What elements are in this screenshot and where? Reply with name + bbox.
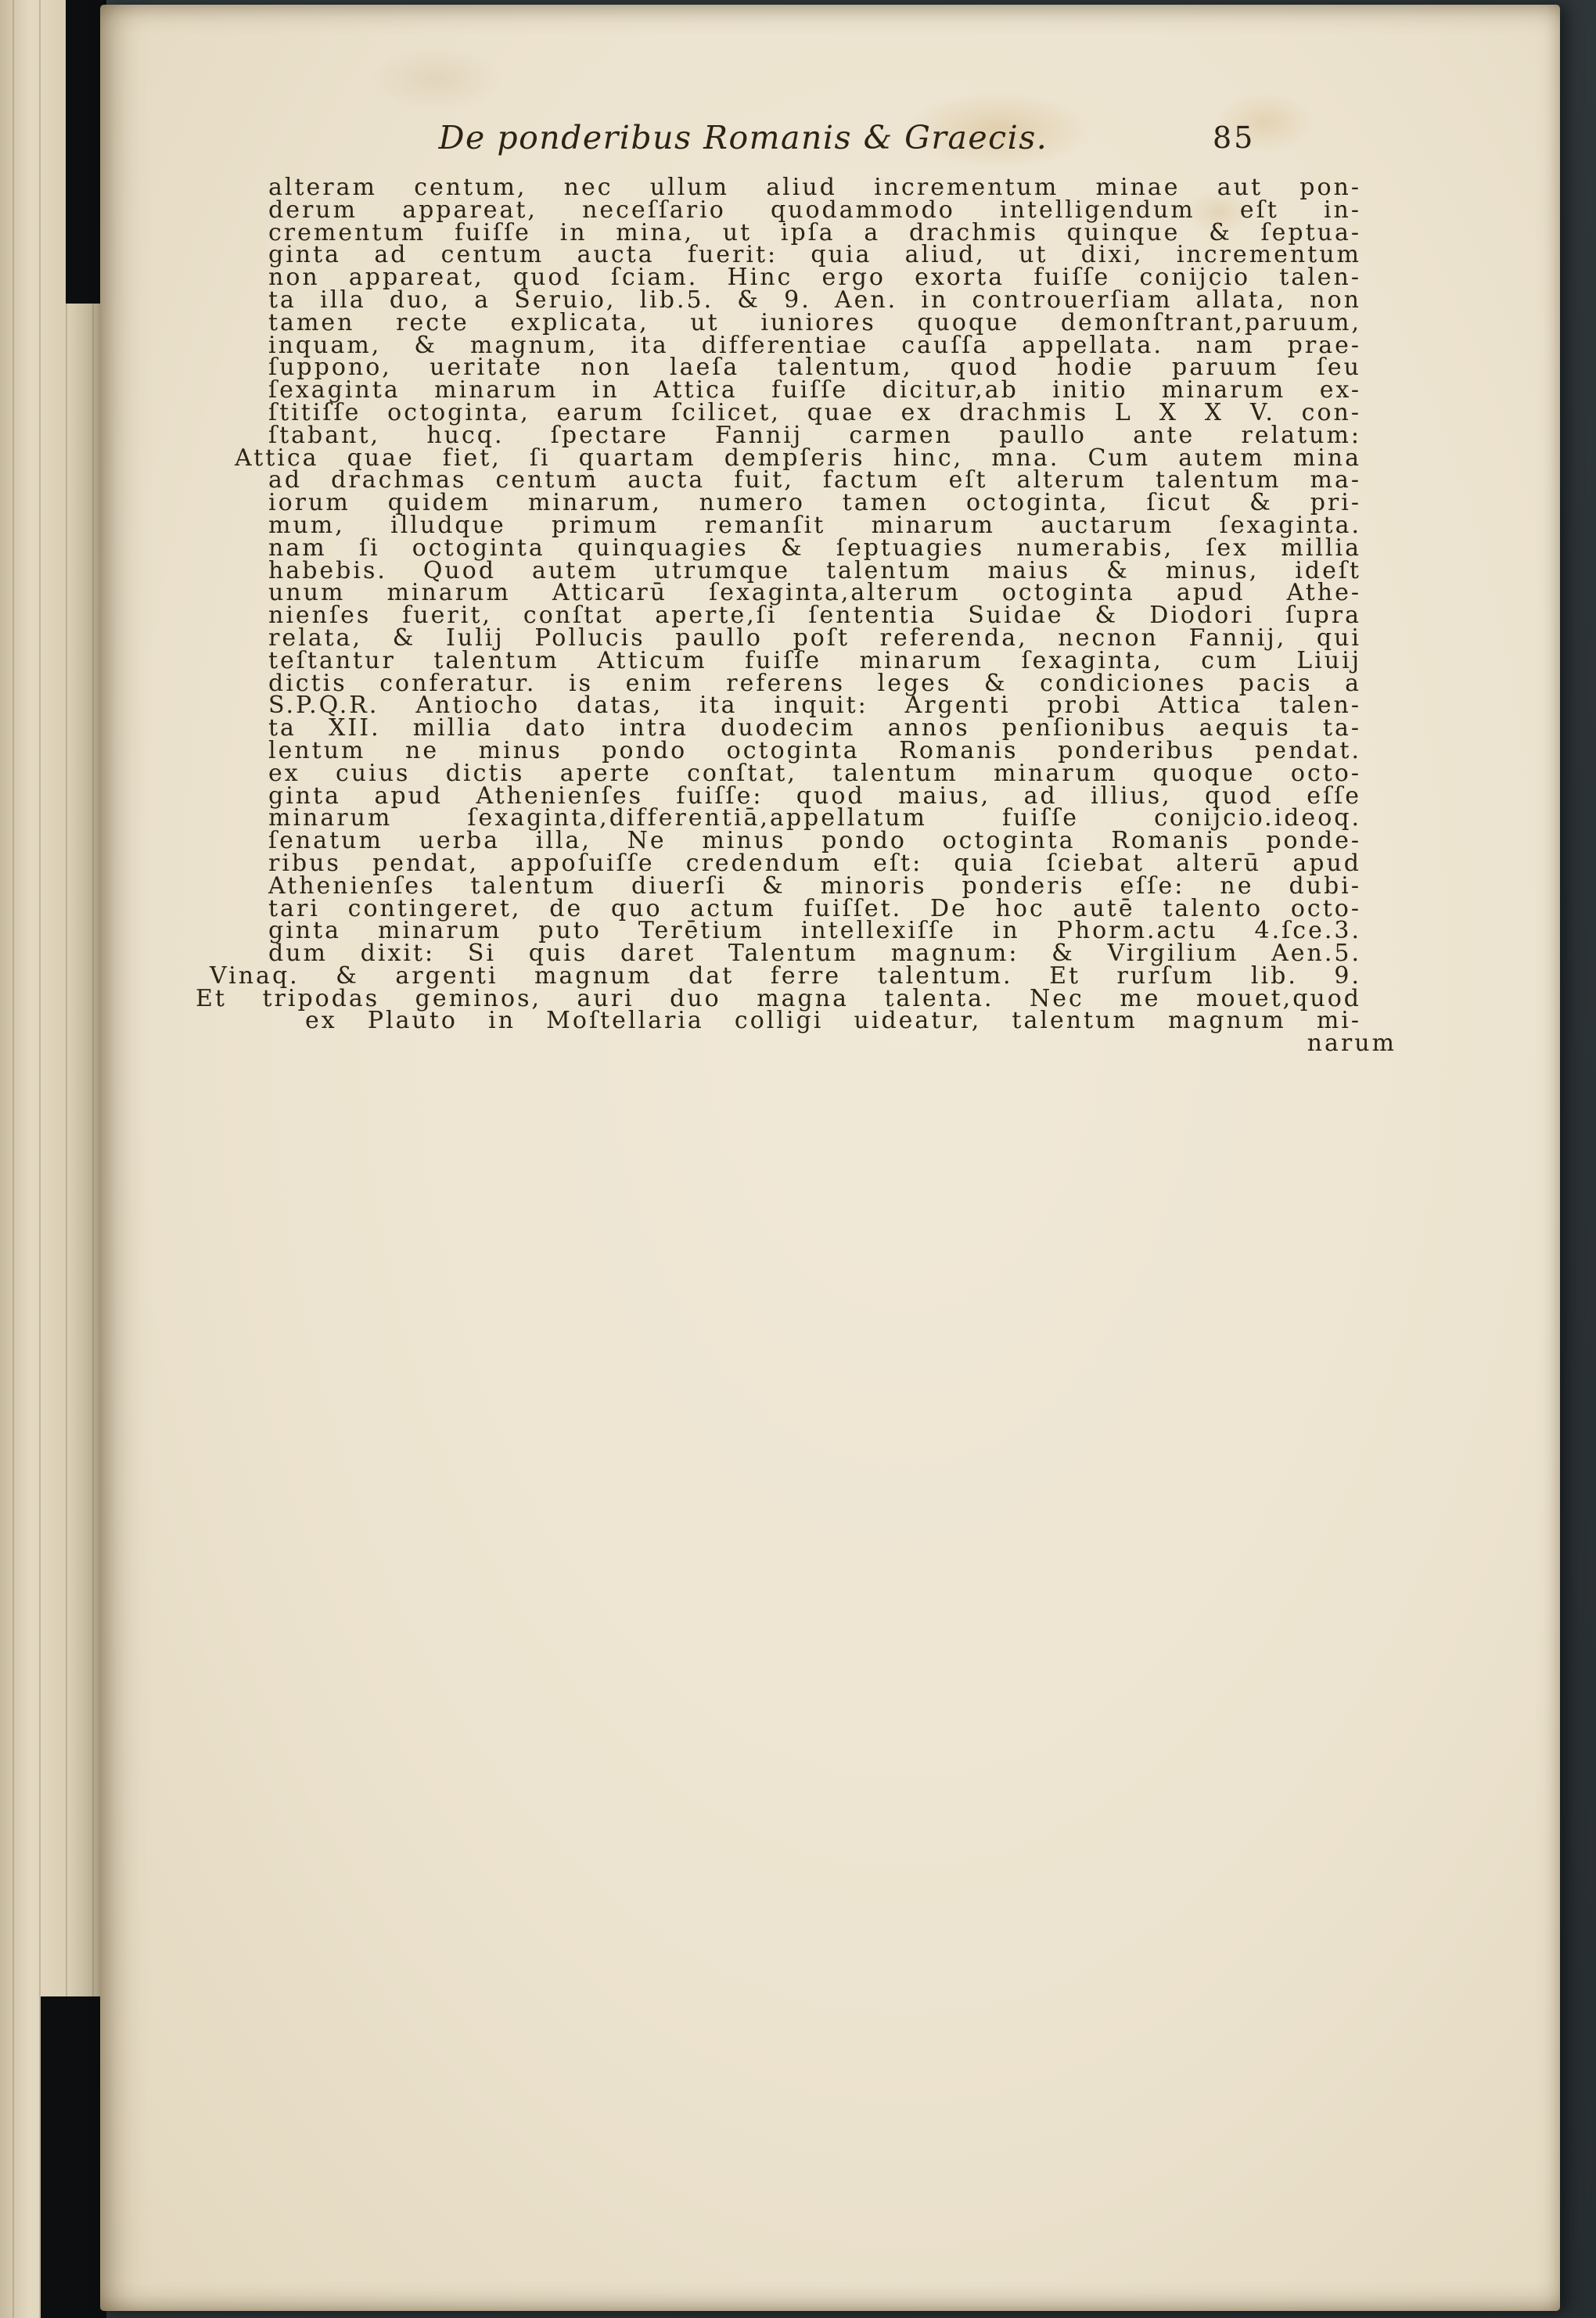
text-lines: [196, 174, 1361, 1035]
header-title: De ponderibus Romanis & Graecis.: [438, 119, 1048, 156]
text-line: ginta apud Athenienſes fuiſſe: quod maius, ad illius, quod eſſe: [268, 782, 1361, 810]
text-line: ſtitiſſe octoginta, earum ſcilicet, quae ex drachmis L X X V. con-: [268, 398, 1361, 426]
text-line: ſuppono, ueritate non laeſa talentum, quod hodie paruum ſeu: [268, 354, 1361, 382]
text-line: ex Plauto in Moſtellaria colligi uideatur, talentum magnum mi-: [305, 1007, 1361, 1035]
text-line: dictis conferatur. is enim referens leges & condiciones pacis a: [268, 669, 1361, 697]
text-line: teſtantur talentum Atticum fuiſſe minarum ſexaginta, cum Liuij: [268, 646, 1361, 674]
text-line: nam ſi octoginta quinquagies & ſeptuagies numerabis, ſex millia: [268, 534, 1361, 562]
text-line: Athenienſes talentum diuerſi & minoris ponderis eſſe: ne dubi-: [268, 871, 1361, 900]
text-line: ex cuius dictis aperte conſtat, talentum minarum quoque octo-: [268, 759, 1361, 787]
text-line: ginta ad centum aucta fuerit: quia aliud, ut dixi, incrementum: [268, 241, 1361, 269]
text-line: ribus pendat, appoſuiſſe credendum eſt: quia ſciebat alterū apud: [268, 849, 1361, 877]
text-line: relata, & Iulij Pollucis paullo poſt referenda, necnon Fannij, qui: [268, 624, 1361, 652]
text-line: mum, illudque primum remanſit minarum auctarum ſexaginta.: [268, 511, 1361, 539]
book-page: [100, 5, 1560, 2311]
text-line: derum appareat, neceſſario quodammodo intelligendum eſt in-: [268, 196, 1361, 224]
text-line: non appareat, quod ſciam. Hinc ergo exorta fuiſſe conijcio talen-: [268, 264, 1361, 292]
body-text: [196, 174, 1396, 1058]
text-line: ad drachmas centum aucta fuit, factum eſt alterum talentum ma-: [268, 466, 1361, 494]
text-line: alteram centum, nec ullum aliud incrementum minae aut pon-: [268, 174, 1361, 201]
text-line: ta illa duo, a Seruio, lib.5. & 9. Aen. in controuerſiam allata, non: [268, 286, 1361, 314]
text-line: ta XII. millia dato intra duodecim annos penſionibus aequis ta-: [268, 714, 1361, 742]
binding-gap-bottom: [41, 1996, 106, 2318]
text-line: nienſes fuerit, conſtat aperte,ſi ſententia Suidae & Diodori ſupra: [268, 602, 1361, 630]
text-line: Attica quae fiet, ſi quartam dempſeris hinc, mna. Cum autem mina: [235, 444, 1361, 472]
text-line: tamen recte explicata, ut iuniores quoque demonſtrant,paruum,: [268, 308, 1361, 336]
running-header: [196, 119, 1361, 164]
text-line: lentum ne minus pondo octoginta Romanis ponderibus pendat.: [268, 736, 1361, 764]
text-line: Vinaq. & argenti magnum dat ferre talentum. Et rurſum lib. 9.: [210, 961, 1361, 990]
text-line: iorum quidem minarum, numero tamen octoginta, ſicut & pri-: [268, 489, 1361, 517]
text-line: dum dixit: Si quis daret Talentum magnum: & Virgilium Aen.5.: [268, 940, 1361, 968]
text-line: crementum fuiſſe in mina, ut ipſa a drachmis quinque & ſeptua-: [268, 218, 1361, 246]
text-line: habebis. Quod autem utrumque talentum maius & minus, ideſt: [268, 556, 1361, 584]
text-line: unum minarum Atticarū ſexaginta,alterum octoginta apud Athe-: [268, 579, 1361, 607]
text-line: S.P.Q.R. Antiocho datas, ita inquit: Argenti probi Attica talen-: [268, 692, 1361, 720]
text-line: inquam, & magnum, ita differentiae cauſſa appellata. nam prae-: [268, 331, 1361, 359]
text-line: Et tripodas geminos, auri duo magna talenta. Nec me mouet,quod: [196, 984, 1361, 1012]
text-line: tari contingeret, de quo actum fuiſſet. De hoc autē talento octo-: [268, 894, 1361, 922]
text-line: ſtabant, hucq. ſpectare Fannij carmen paullo ante relatum:: [268, 421, 1361, 449]
page-stack-edge: [0, 0, 100, 2318]
text-line: ginta minarum puto Terētium intellexiſſe in Phorm.actu 4.ſce.3.: [268, 917, 1361, 945]
page-number: 85: [1213, 120, 1256, 155]
text-line: ſenatum uerba illa, Ne minus pondo octoginta Romanis ponde-: [268, 827, 1361, 855]
catchword: narum: [1307, 1030, 1396, 1058]
text-line: ſexaginta minarum in Attica fuiſſe dicitur,ab initio minarum ex-: [268, 376, 1361, 404]
text-line: minarum ſexaginta,differentiā,appellatum fuiſſe conijcio.ideoq.: [268, 804, 1361, 832]
